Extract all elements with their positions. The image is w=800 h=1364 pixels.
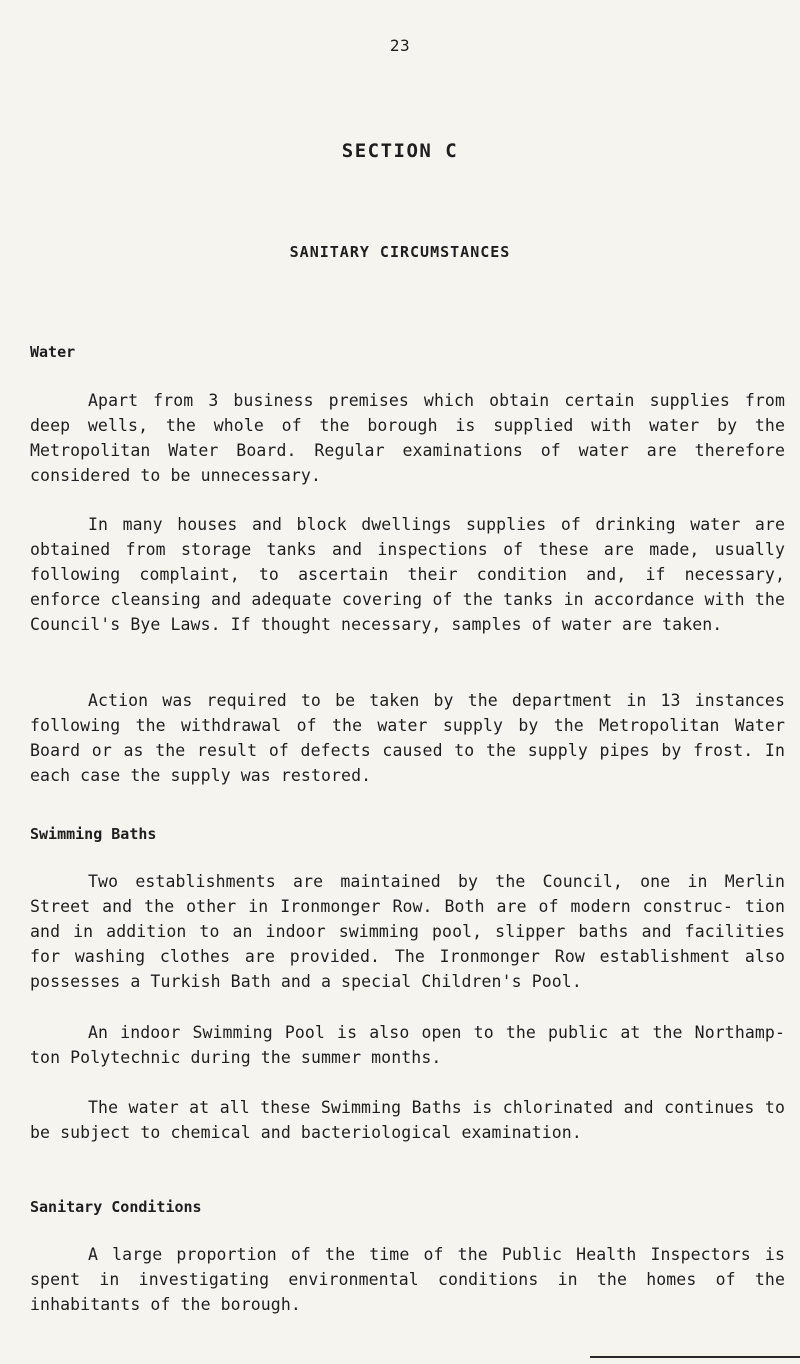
paragraph-swimming-3 (30, 1095, 785, 1145)
page-number: 23 (389, 36, 411, 55)
heading-sanitary-conditions: Sanitary Conditions (30, 1198, 202, 1216)
section-title: SECTION C (341, 140, 459, 162)
heading-swimming-baths: Swimming Baths (30, 825, 157, 843)
paragraph-water-3 (30, 688, 785, 788)
paragraph-text: Apart from 3 business premises which obtain certain supplies from deep wells, the whole of the borough is supplied with water by the Metropolitan Water Board. Regular examinations of water are therefore considered to be unnecessary. (30, 391, 785, 485)
paragraph-water-2 (30, 512, 785, 637)
paragraph-text: Action was required to be taken by the department in 13 instances following the withdrawal of the water supply by the Metropolitan Water Board or as the result of defects caused to the supply pipes by frost. In each case the supply was restored. (30, 691, 785, 785)
page-edge-mark (590, 1356, 800, 1358)
paragraph-water-1 (30, 388, 785, 488)
paragraph-text: In many houses and block dwellings supplies of drinking water are obtained from storage tanks and inspections of these are made, usually following complaint, to ascertain their condition and, if necessary, enforce cleansing and adequate covering of the tanks in accordance with the Council's Bye Laws. If thought necessary, samples of water are taken. (30, 515, 785, 634)
paragraph-swimming-2 (30, 1020, 785, 1070)
paragraph-text: A large proportion of the time of the Public Health Inspectors is spent in investigating environmental conditions in the homes of the inhabitants of the borough. (30, 1245, 785, 1314)
paragraph-swimming-1 (30, 869, 785, 994)
section-subtitle: SANITARY CIRCUMSTANCES (289, 243, 511, 261)
paragraph-text: Two establishments are maintained by the Council, one in Merlin Street and the other in Ironmonger Row. Both are of modern construc- tion and in addition to an indoor swimming pool, slipper baths and facilities for washing clothes are provided. The Ironmonger Row establishment also possesses a Turkish Bath and a special Children's Pool. (30, 872, 785, 991)
heading-water: Water (30, 343, 76, 361)
paragraph-text: An indoor Swimming Pool is also open to the public at the Northamp- ton Polytechnic during the summer months. (30, 1023, 785, 1067)
paragraph-text: The water at all these Swimming Baths is chlorinated and continues to be subject to chemical and bacteriological examination. (30, 1098, 785, 1142)
paragraph-sanitary-1 (30, 1242, 785, 1317)
